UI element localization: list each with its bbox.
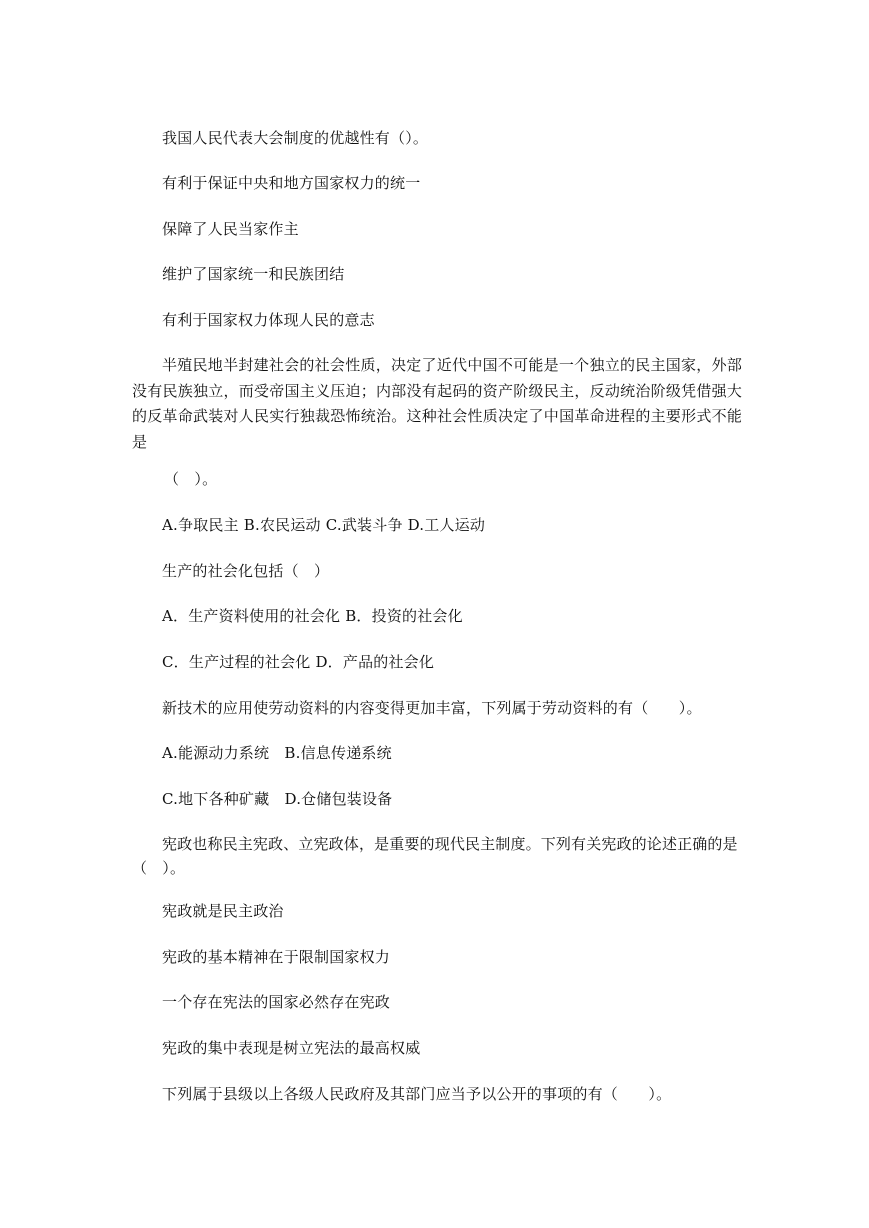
question-1-option: 维护了国家统一和民族团结 bbox=[162, 265, 345, 283]
question-6-stem: 下列属于县级以上各级人民政府及其部门应当予以公开的事项的有（ ）。 bbox=[162, 1085, 672, 1103]
question-2-stem: 半殖民地半封建社会的社会性质，决定了近代中国不可能是一个独立的民主国家，外部没有民族独立，而受帝国主义压迫；内部没有起码的资产阶级民主，反动统治阶级凭借强大的反革命武装对人民实行独裁恐怖统治。这种社会性质决定了中国革命进程的主要形式不能是 bbox=[132, 356, 742, 451]
question-1-option: 保障了人民当家作主 bbox=[162, 220, 299, 238]
question-5-stem: 宪政也称民主宪政、立宪政体，是重要的现代民主制度。下列有关宪政的论述正确的是（ ）。 bbox=[132, 835, 738, 877]
question-3-options: A．生产资料使用的社会化 B．投资的社会化 bbox=[162, 607, 463, 625]
question-5-option: 一个存在宪法的国家必然存在宪政 bbox=[162, 993, 391, 1011]
question-4-options: C.地下各种矿藏 D.仓储包装设备 bbox=[162, 790, 393, 808]
question-4-stem: 新技术的应用使劳动资料的内容变得更加丰富，下列属于劳动资料的有（ ）。 bbox=[162, 699, 702, 717]
question-2-options: A.争取民主 B.农民运动 C.武装斗争 D.工人运动 bbox=[162, 516, 486, 534]
question-1-option: 有利于保证中央和地方国家权力的统一 bbox=[162, 174, 421, 192]
question-5-option: 宪政就是民主政治 bbox=[162, 902, 284, 920]
question-3-options: C．生产过程的社会化 D．产品的社会化 bbox=[162, 653, 435, 671]
question-2-blank: （ ）。 bbox=[164, 470, 218, 488]
question-1-stem: 我国人民代表大会制度的优越性有（）。 bbox=[162, 129, 429, 147]
question-5-option: 宪政的基本精神在于限制国家权力 bbox=[162, 948, 391, 966]
question-1-option: 有利于国家权力体现人民的意志 bbox=[162, 311, 375, 329]
question-3-stem: 生产的社会化包括（ ） bbox=[162, 562, 330, 580]
question-4-options: A.能源动力系统 B.信息传递系统 bbox=[162, 744, 392, 762]
question-5-option: 宪政的集中表现是树立宪法的最高权威 bbox=[162, 1039, 421, 1057]
